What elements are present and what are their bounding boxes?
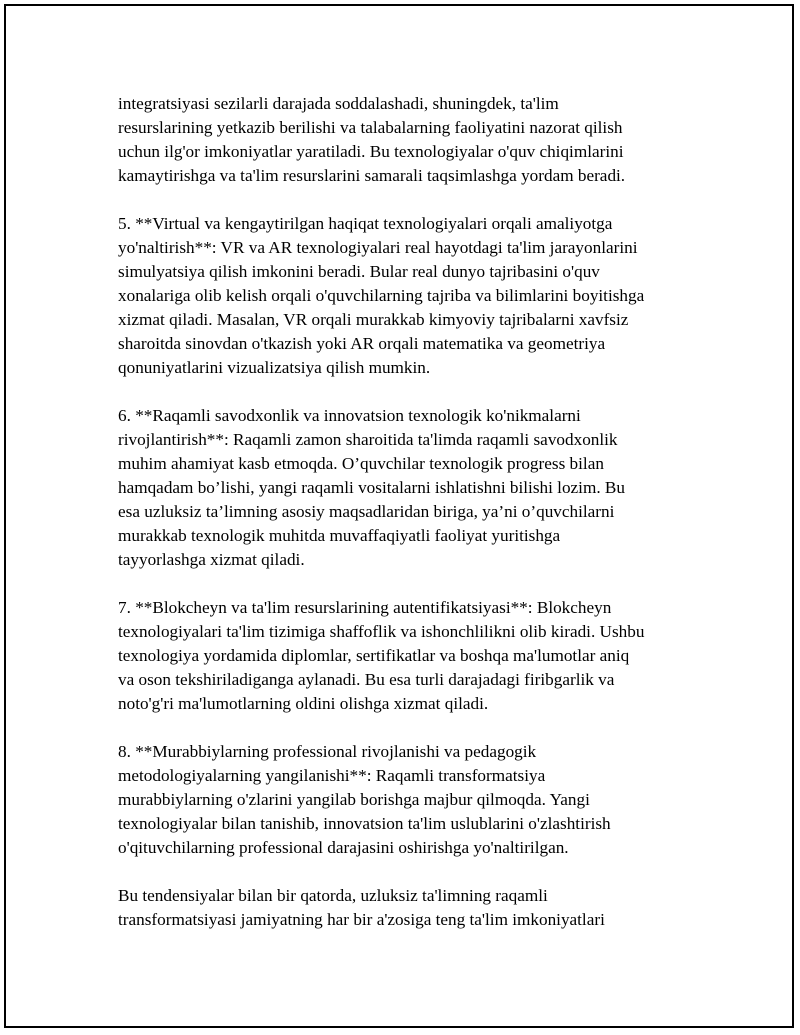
text-line: hamqadam bo’lishi, yangi raqamli vositalarni ishlatishni bilishi lozim. Bu bbox=[118, 478, 625, 497]
text-line: xizmat qiladi. Masalan, VR orqali murakkab kimyoviy tajribalarni xavfsiz bbox=[118, 310, 629, 329]
text-line: metodologiyalarning yangilanishi**: Raqamli transformatsiya bbox=[118, 766, 546, 785]
text-line: o'qituvchilarning professional darajasini oshirishga yo'naltirilgan. bbox=[118, 838, 569, 857]
text-line: yo'naltirish**: VR va AR texnologiyalari real hayotdagi ta'lim jarayonlarini bbox=[118, 238, 638, 257]
paragraph-conclusion bbox=[118, 884, 678, 932]
document-body bbox=[118, 92, 678, 956]
text-line: sharoitda sinovdan o'tkazish yoki AR orqali matematika va geometriya bbox=[118, 334, 606, 353]
paragraph-item-8 bbox=[118, 740, 678, 860]
text-line: integratsiyasi sezilarli darajada soddalashadi, shuningdek, ta'lim bbox=[118, 94, 559, 113]
text-line: xonalariga olib kelish orqali o'quvchilarning tajriba va bilimlarini boyitishga bbox=[118, 286, 645, 305]
text-line: uchun ilg'or imkoniyatlar yaratiladi. Bu texnologiyalar o'quv chiqimlarini bbox=[118, 142, 624, 161]
text-line: 8. **Murabbiylarning professional rivojlanishi va pedagogik bbox=[118, 742, 537, 761]
text-line: muhim ahamiyat kasb etmoqda. O’quvchilar texnologik progress bilan bbox=[118, 454, 604, 473]
paragraph-intro-continuation bbox=[118, 92, 678, 188]
text-line: tayyorlashga xizmat qiladi. bbox=[118, 550, 305, 569]
text-line: texnologiyalari ta'lim tizimiga shaffoflik va ishonchlilikni olib kiradi. Ushbu bbox=[118, 622, 645, 641]
paragraph-item-5 bbox=[118, 212, 678, 380]
text-line: noto'g'ri ma'lumotlarning oldini olishga xizmat qiladi. bbox=[118, 694, 489, 713]
paragraph-item-7 bbox=[118, 596, 678, 716]
text-line: va oson tekshiriladiganga aylanadi. Bu esa turli darajadagi firibgarlik va bbox=[118, 670, 615, 689]
text-line: simulyatsiya qilish imkonini beradi. Bular real dunyo tajribasini o'quv bbox=[118, 262, 600, 281]
text-line: 7. **Blokcheyn va ta'lim resurslarining autentifikatsiyasi**: Blokcheyn bbox=[118, 598, 612, 617]
text-line: 5. **Virtual va kengaytirilgan haqiqat texnologiyalari orqali amaliyotga bbox=[118, 214, 613, 233]
text-line: qonuniyatlarini vizualizatsiya qilish mumkin. bbox=[118, 358, 431, 377]
text-line: 6. **Raqamli savodxonlik va innovatsion texnologik ko'nikmalarni bbox=[118, 406, 581, 425]
text-line: transformatsiyasi jamiyatning har bir a'zosiga teng ta'lim imkoniyatlari bbox=[118, 910, 605, 929]
text-line: murakkab texnologik muhitda muvaffaqiyatli faoliyat yuritishga bbox=[118, 526, 561, 545]
text-line: rivojlantirish**: Raqamli zamon sharoitida ta'limda raqamli savodxonlik bbox=[118, 430, 618, 449]
text-line: kamaytirishga va ta'lim resurslarini samarali taqsimlashga yordam beradi. bbox=[118, 166, 626, 185]
text-line: esa uzluksiz ta’limning asosiy maqsadlaridan biriga, ya’ni o’quvchilarni bbox=[118, 502, 615, 521]
text-line: Bu tendensiyalar bilan bir qatorda, uzluksiz ta'limning raqamli bbox=[118, 886, 548, 905]
text-line: texnologiya yordamida diplomlar, sertifikatlar va boshqa ma'lumotlar aniq bbox=[118, 646, 630, 665]
paragraph-item-6 bbox=[118, 404, 678, 572]
text-line: resurslarining yetkazib berilishi va talabalarning faoliyatini nazorat qilish bbox=[118, 118, 623, 137]
text-line: murabbiylarning o'zlarini yangilab borishga majbur qilmoqda. Yangi bbox=[118, 790, 590, 809]
text-line: texnologiyalar bilan tanishib, innovatsion ta'lim uslublarini o'zlashtirish bbox=[118, 814, 611, 833]
